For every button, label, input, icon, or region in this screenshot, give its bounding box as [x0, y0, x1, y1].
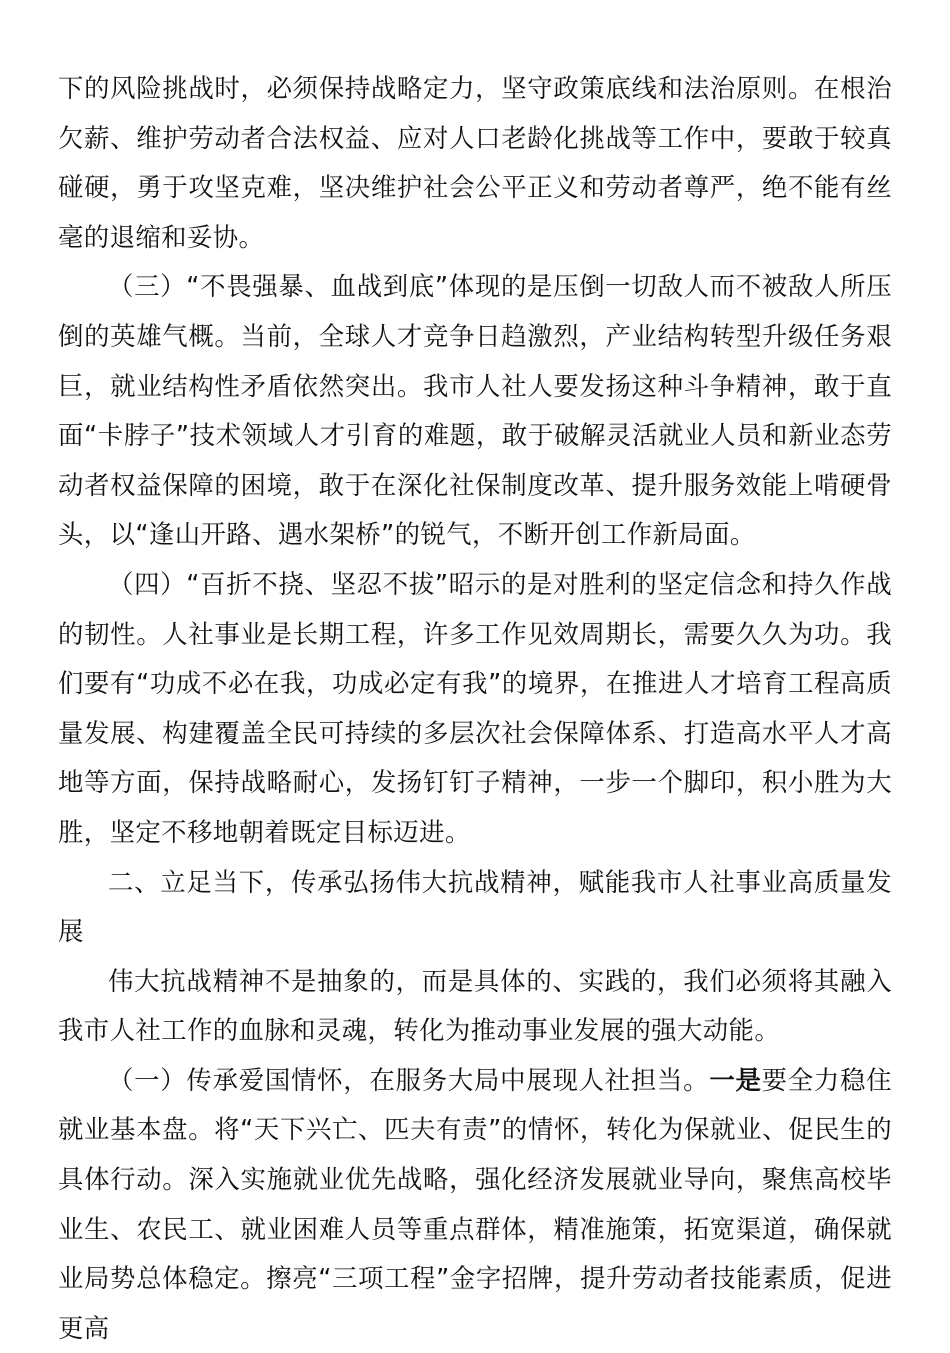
paragraph-continuation: 下的风险挑战时，必须保持战略定力，坚守政策底线和法治原则。在根治欠薪、维护劳动者合法权益、应对人口老龄化挑战等工作中，要敢于较真碰硬，勇于攻坚克难，坚决维护社会公平正义和劳动者尊严，绝不能有丝毫的退缩和妥协。: [58, 73, 892, 252]
document-page: [58, 64, 892, 1353]
section-intro-paragraph: 伟大抗战精神不是抽象的，而是具体的、实践的，我们必须将其融入我市人社工作的血脉和灵魂，转化为推动事业发展的强大动能。: [58, 965, 892, 1046]
paragraph-one-of-section-two: [58, 1056, 892, 1353]
paragraph-four: （四）“百折不挠、坚忍不拔”昭示的是对胜利的坚定信念和持久作战的韧性。人社事业是长期工程，许多工作见效周期长，需要久久为功。我们要有“功成不必在我，功成必定有我”的境界，在推进人才培育工程高质量发展、构建覆盖全民可持续的多层次社会保障体系、打造高水平人才高地等方面，保持战略耐心，发扬钉钉子精神，一步一个脚印，积小胜为大胜，坚定不移地朝着既定目标迈进。: [58, 568, 892, 847]
paragraph-body: 要全力稳住就业基本盘。将“天下兴亡、匹夫有责”的情怀，转化为保就业、促民生的具体行动。深入实施就业优先战略，强化经济发展就业导向，聚焦高校毕业生、农民工、就业困难人员等重点群体，精准施策，拓宽渠道，确保就业局势总体稳定。擦亮“三项工程”金字招牌，提升劳动者技能素质，促进更高: [58, 1064, 892, 1343]
section-heading-two: 二、立足当下，传承弘扬伟大抗战精神，赋能我市人社事业高质量发展: [58, 866, 892, 947]
paragraph-three: （三）“不畏强暴、血战到底”体现的是压倒一切敌人而不被敌人所压倒的英雄气概。当前，全球人才竞争日趋激烈，产业结构转型升级任务艰巨，就业结构性矛盾依然突出。我市人社人要发扬这种斗争精神，敢于直面“卡脖子”技术领域人才引育的难题，敢于破解灵活就业人员和新业态劳动者权益保障的困境，敢于在深化社保制度改革、提升服务效能上啃硬骨头，以“逢山开路、遇水架桥”的锐气，不断开创工作新局面。: [58, 271, 892, 550]
paragraph-prefix: （一）传承爱国情怀，在服务大局中展现人社担当。: [108, 1064, 710, 1095]
paragraph-lead-bold: 一是: [709, 1064, 762, 1095]
